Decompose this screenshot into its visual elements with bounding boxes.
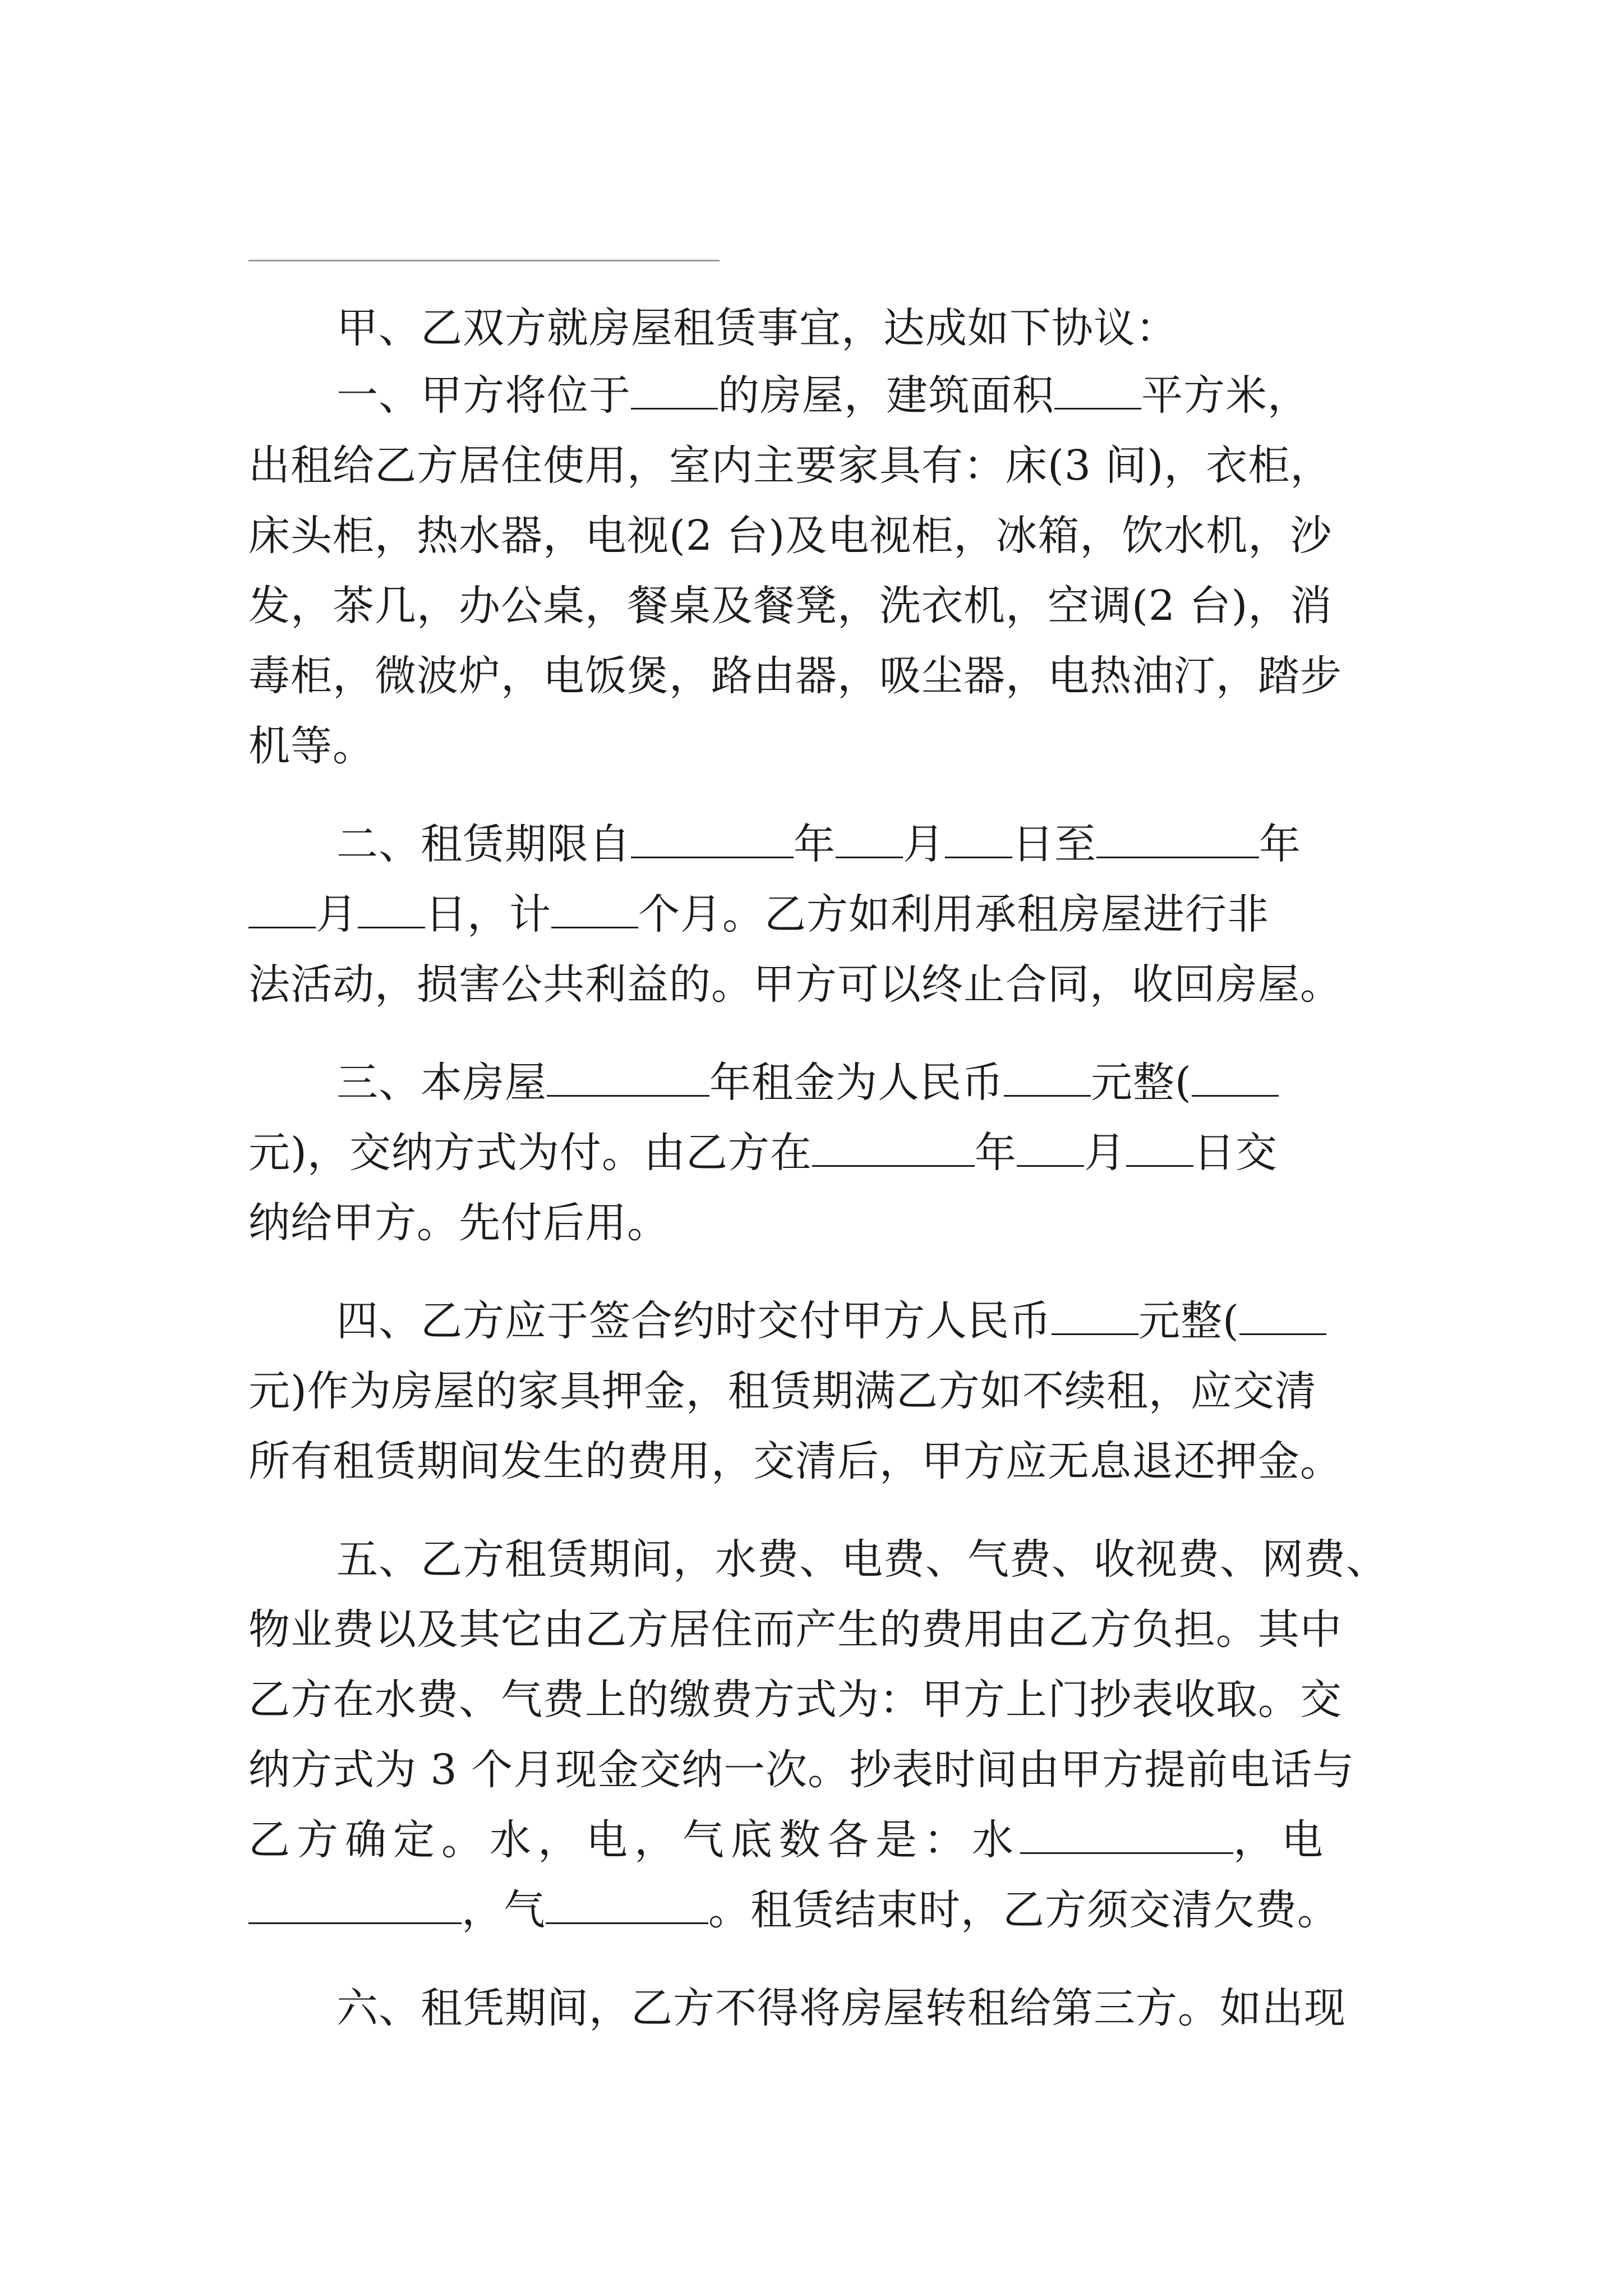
clause-1-line-4 [248,578,1381,634]
clause-1-line-1 [336,367,1385,424]
header-rule [248,260,720,261]
blank-field [945,821,1012,858]
text: 二、租赁期限自 [336,820,631,868]
text: 毒柜，微波炉，电饭煲，路由器，吸尘器，电热油汀，踏步 [248,652,1342,700]
clause-2-line-2 [248,886,1381,942]
clause-1-line-5 [248,648,1381,704]
text: 纳给甲方。先付后用。 [248,1199,669,1247]
blank-field [1052,1297,1138,1335]
blank-field [1096,821,1259,858]
text: 个月。乙方如利用承租房屋进行非 [638,890,1269,938]
text: 元整( [1138,1297,1239,1345]
text: 四、乙方应于签合约时交付甲方人民币 [336,1297,1052,1345]
text: 元)作为房屋的家具押金，租赁期满乙方如不续租，应交清 [248,1367,1317,1415]
text: 三、本房屋 [336,1059,547,1107]
blank-field [1192,1059,1279,1097]
clause-5-line-2 [248,1602,1381,1658]
text: 的房屋，建筑面积 [718,371,1054,420]
clause-5-line-5 [248,1812,1381,1868]
text: 物业费以及其它由乙方居住而产生的费用由乙方负担。其中 [248,1605,1342,1654]
text: ，电 [1233,1816,1330,1864]
text: 甲、乙双方就房屋租赁事宜，达成如下协议： [336,304,1178,352]
blank-field [1020,1816,1233,1854]
blank-field [248,891,316,928]
text: 年租金为人民币 [709,1059,1004,1107]
text: 法活动，损害公共利益的。甲方可以终止合同，收回房屋。 [248,960,1342,1009]
intro-line [336,300,1385,356]
text: 年 [1259,820,1301,868]
clause-1-line-3 [248,508,1381,564]
text: 月 [903,820,945,868]
text: 年 [974,1129,1017,1177]
blank-field [1004,1059,1091,1097]
clause-5-line-3 [248,1672,1381,1728]
text: 。租赁结束时，乙方须交清欠费。 [708,1886,1339,1934]
text: 纳方式为 3 个月现金交纳一次。抄表时间由甲方提前电话与 [248,1746,1355,1794]
text: 年 [794,820,836,868]
clause-6-line-1 [336,1980,1385,2036]
clause-3-line-1 [336,1055,1385,1111]
text: 日至 [1012,820,1096,868]
clause-5-line-4 [248,1742,1381,1798]
text: 五、乙方租赁期间，水费、电费、气费、收视费、网费、 [336,1535,1388,1584]
blank-field [1017,1129,1084,1167]
text: 元)，交纳方式为付。由乙方在 [248,1129,812,1177]
clause-2-line-1 [336,816,1385,872]
text: 平方米， [1141,371,1310,420]
text: 六、租凭期间，乙方不得将房屋转租给第三方。如出现 [336,1984,1346,2032]
clause-1-line-6 [248,718,1381,774]
text: 月 [1083,1129,1126,1177]
blank-field [1126,1129,1193,1167]
clause-5-line-6 [248,1882,1381,1938]
blank-field [551,891,638,928]
text: 所有租赁期间发生的费用，交清后，甲方应无息退还押金。 [248,1437,1342,1485]
text: 日交 [1193,1129,1278,1177]
clause-3-line-2 [248,1125,1381,1181]
blank-field [812,1129,975,1167]
blank-field [836,821,903,858]
text: 月 [316,890,358,938]
text: 一、甲方将位于 [336,371,631,420]
clause-5-line-1 [336,1531,1388,1588]
text: 乙方确定。水，电，气底数各是：水 [248,1816,1020,1864]
text: 床头柜，热水器，电视(2 台)及电视柜，冰箱，饮水机，沙 [248,512,1332,560]
clause-4-line-3 [248,1433,1381,1489]
text: 机等。 [248,722,375,770]
blank-field [631,821,794,858]
text: 元整( [1091,1059,1192,1107]
clause-1-line-2 [248,438,1381,494]
blank-field [547,1059,709,1097]
clause-3-line-3 [248,1195,1381,1251]
blank-field [248,1887,462,1924]
blank-field [1054,372,1141,409]
text: 出租给乙方居住使用，室内主要家具有：床(3 间)，衣柜， [248,441,1332,490]
clause-2-line-3 [248,956,1381,1013]
text: ，气 [462,1886,546,1934]
clause-4-line-2 [248,1363,1381,1419]
text: 发，茶几，办公桌，餐桌及餐凳，洗衣机，空调(2 台)，消 [248,582,1332,630]
blank-field [358,891,425,928]
blank-field [631,372,718,409]
blank-field [1239,1297,1326,1335]
text: 乙方在水费、气费上的缴费方式为：甲方上门抄表收取。交 [248,1676,1342,1724]
text: 日，计 [425,890,551,938]
clause-4-line-1 [336,1293,1385,1349]
blank-field [546,1887,708,1924]
